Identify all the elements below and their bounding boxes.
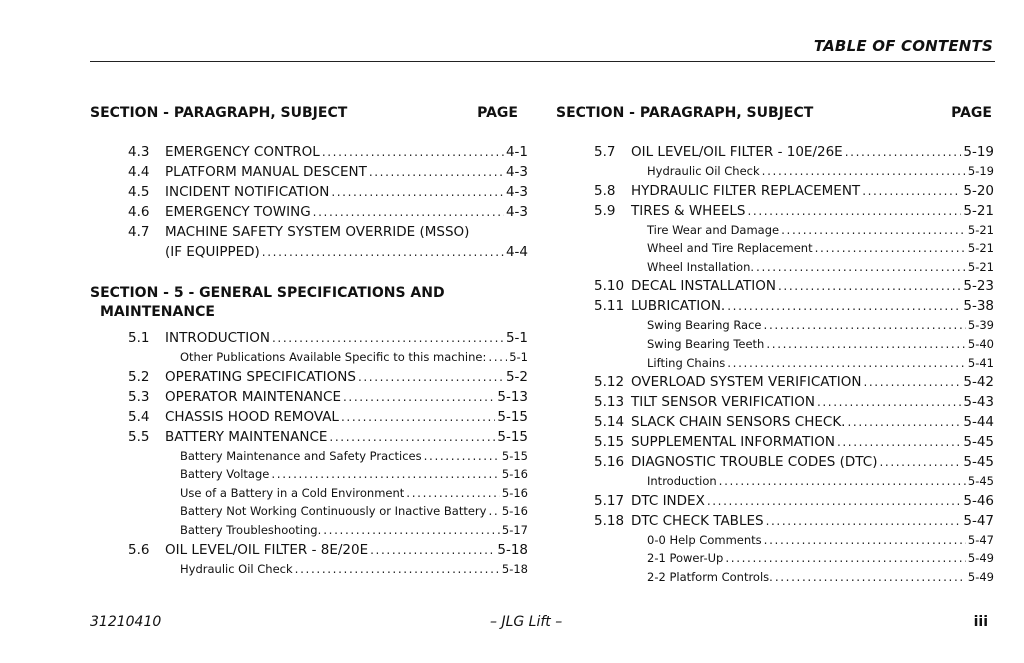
leader-dots	[262, 242, 504, 262]
toc-entry[interactable]	[556, 142, 994, 162]
entry-page: 5-21	[967, 222, 994, 237]
entry-title: Battery Not Working Continuously or Inactive Battery	[180, 504, 487, 519]
leader-dots	[879, 452, 961, 472]
toc-entry-4-7[interactable]	[90, 222, 528, 262]
toc-list	[556, 142, 994, 587]
toc-entry[interactable]	[556, 276, 994, 296]
entry-title: Swing Bearing Teeth	[647, 336, 765, 351]
leader-dots	[719, 472, 966, 491]
section-5-heading	[90, 284, 528, 322]
entry-number: 5.2	[128, 368, 150, 385]
toc-entry[interactable]	[556, 412, 994, 432]
entry-page: 5-21	[963, 202, 994, 219]
leader-dots	[341, 407, 495, 427]
entry-page: 5-16	[501, 485, 528, 500]
toc-entry[interactable]	[90, 202, 528, 222]
entry-number: 5.14	[594, 414, 625, 431]
toc-list	[90, 328, 528, 578]
leader-dots	[847, 412, 961, 432]
entry-title: OPERATOR MAINTENANCE	[165, 388, 341, 405]
entry-title: 2-1 Power-Up	[647, 551, 724, 566]
entry-title: DTC CHECK TABLES	[631, 512, 764, 529]
entry-page: 5-38	[963, 298, 994, 315]
entry-number: 5.7	[594, 144, 616, 160]
entry-title: MACHINE SAFETY SYSTEM OVERRIDE (MSSO)	[165, 224, 470, 240]
entry-page: 4-1	[505, 144, 528, 160]
entry-page: 5-15	[497, 408, 528, 425]
entry-title: 0-0 Help Comments	[647, 532, 762, 547]
entry-page: 5-1	[509, 350, 528, 364]
toc-list	[90, 142, 528, 222]
entry-number: 4.4	[128, 164, 150, 180]
entry-number: 5.1	[128, 330, 150, 346]
leader-dots	[343, 387, 495, 407]
leader-dots	[764, 531, 966, 550]
entry-page: 5-45	[963, 434, 994, 451]
leader-dots	[778, 276, 961, 296]
entry-page: 5-16	[501, 467, 528, 482]
entry-page: 5-20	[963, 182, 994, 199]
toc-entry[interactable]	[90, 182, 528, 202]
column-heading	[90, 105, 528, 121]
toc-subentry[interactable]	[90, 447, 528, 466]
section-5-heading-line2: MAINTENANCE	[100, 304, 215, 320]
entry-title: EMERGENCY TOWING	[165, 204, 311, 220]
toc-subentry[interactable]	[90, 560, 528, 579]
entry-title: OIL LEVEL/OIL FILTER - 10E/26E	[631, 144, 843, 160]
entry-page: 5-39	[967, 318, 994, 333]
entry-title: Hydraulic Oil Check	[180, 561, 293, 576]
toc-subentry[interactable]	[556, 239, 994, 258]
entry-number: 5.4	[128, 408, 150, 425]
entry-number: 4.3	[128, 144, 150, 160]
toc-entry[interactable]	[90, 407, 528, 427]
column-heading-subject: SECTION - PARAGRAPH, SUBJECT	[556, 105, 814, 121]
toc-entry[interactable]	[90, 367, 528, 387]
toc-entry[interactable]	[90, 540, 528, 560]
entry-title: DIAGNOSTIC TROUBLE CODES (DTC)	[631, 454, 878, 471]
entry-page: 5-44	[963, 414, 994, 431]
toc-subentry[interactable]	[90, 348, 528, 367]
entry-title: PLATFORM MANUAL DESCENT	[165, 164, 367, 180]
entry-title: Lifting Chains	[647, 355, 726, 370]
toc-subentry[interactable]	[556, 531, 994, 550]
toc-entry[interactable]	[90, 142, 528, 162]
leader-dots	[323, 521, 500, 540]
leader-dots	[406, 484, 500, 503]
entry-page: 5-15	[501, 448, 528, 463]
leader-dots	[370, 540, 495, 560]
entry-page: 5-43	[963, 394, 994, 411]
toc-subentry[interactable]	[556, 162, 994, 181]
entry-page: 5-18	[501, 561, 528, 576]
footer-brand: – JLG Lift –	[490, 614, 563, 630]
toc-subentry[interactable]	[556, 472, 994, 491]
entry-page: 5-2	[505, 368, 528, 385]
entry-title: DECAL INSTALLATION	[631, 278, 776, 295]
leader-dots	[295, 560, 500, 579]
toc-entry[interactable]	[556, 432, 994, 452]
entry-title: DTC INDEX	[631, 492, 705, 509]
entry-page: 5-1	[505, 330, 528, 346]
leader-dots	[727, 296, 961, 316]
entry-title-continued: (IF EQUIPPED)	[165, 244, 260, 260]
entry-title: OVERLOAD SYSTEM VERIFICATION	[631, 374, 862, 391]
entry-number: 5.11	[594, 298, 625, 315]
leader-dots	[781, 221, 966, 240]
leader-dots	[862, 181, 961, 201]
leader-dots	[863, 372, 961, 392]
header-rule	[90, 61, 995, 62]
leader-dots	[756, 258, 966, 277]
entry-page: 5-42	[963, 374, 994, 391]
entry-title: LUBRICATION.	[631, 298, 726, 315]
entry-title: Hydraulic Oil Check	[647, 164, 760, 178]
leader-dots	[837, 432, 961, 452]
leader-dots	[747, 201, 961, 221]
toc-entry[interactable]	[556, 511, 994, 531]
entry-page: 5-49	[967, 569, 994, 584]
entry-number: 5.6	[128, 541, 150, 558]
entry-title: SLACK CHAIN SENSORS CHECK.	[631, 414, 846, 431]
entry-title: Tire Wear and Damage	[647, 222, 780, 237]
leader-dots	[331, 182, 504, 202]
entry-number: 5.12	[594, 374, 625, 391]
entry-number: 5.10	[594, 278, 625, 295]
entry-title: EMERGENCY CONTROL	[165, 144, 320, 160]
toc-subentry[interactable]	[556, 258, 994, 277]
leader-dots	[358, 367, 504, 387]
toc-entry[interactable]	[556, 491, 994, 511]
toc-subentry[interactable]	[556, 335, 994, 354]
toc-entry[interactable]	[90, 387, 528, 407]
entry-number: 5.13	[594, 394, 625, 411]
toc-subentry[interactable]	[90, 521, 528, 540]
entry-page: 5-19	[963, 144, 994, 160]
entry-page: 4-3	[505, 184, 528, 200]
entry-title: OPERATING SPECIFICATIONS	[165, 368, 356, 385]
page-header-title: TABLE OF CONTENTS	[813, 37, 993, 55]
toc-entry[interactable]	[556, 296, 994, 316]
toc-entry[interactable]	[556, 181, 994, 201]
entry-page: 4-3	[505, 204, 528, 220]
entry-title: BATTERY MAINTENANCE	[165, 428, 328, 445]
entry-title: 2-2 Platform Controls.	[647, 569, 773, 584]
toc-entry[interactable]	[90, 162, 528, 182]
section-5-heading-line1: SECTION - 5 - GENERAL SPECIFICATIONS AND	[90, 285, 445, 301]
entry-page: 5-47	[963, 512, 994, 529]
toc-subentry[interactable]	[556, 354, 994, 373]
toc-entry[interactable]	[556, 392, 994, 412]
leader-dots	[488, 502, 499, 521]
entry-number: 5.17	[594, 492, 625, 509]
entry-page: 5-16	[501, 504, 528, 519]
entry-title: Other Publications Available Specific to this machine:	[180, 350, 487, 364]
entry-page: 5-15	[497, 428, 528, 445]
entry-page: 5-17	[501, 522, 528, 537]
leader-dots	[775, 568, 966, 587]
entry-number: 5.16	[594, 454, 625, 471]
leader-dots	[424, 447, 500, 466]
entry-page: 5-40	[967, 336, 994, 351]
entry-number: 5.3	[128, 388, 150, 405]
entry-page: 5-49	[967, 551, 994, 566]
entry-number: 5.15	[594, 434, 625, 451]
toc-subentry[interactable]	[90, 465, 528, 484]
column-heading	[556, 105, 994, 121]
entry-page: 5-21	[967, 259, 994, 274]
entry-page: 5-45	[967, 474, 994, 489]
leader-dots	[817, 392, 961, 412]
leader-dots	[815, 239, 966, 258]
toc-subentry[interactable]	[556, 549, 994, 568]
leader-dots	[766, 511, 962, 531]
entry-number: 5.5	[128, 428, 150, 445]
leader-dots	[766, 335, 966, 354]
leader-dots	[488, 348, 507, 367]
leader-dots	[727, 354, 966, 373]
entry-title: Battery Maintenance and Safety Practices	[180, 448, 422, 463]
toc-entry[interactable]	[90, 427, 528, 447]
entry-number: 4.7	[128, 224, 150, 240]
entry-title: TILT SENSOR VERIFICATION	[631, 394, 815, 411]
entry-title: SUPPLEMENTAL INFORMATION	[631, 434, 835, 451]
entry-page: 5-47	[967, 532, 994, 547]
entry-title: Introduction	[647, 474, 717, 489]
entry-title: Swing Bearing Race	[647, 318, 762, 333]
column-heading-page: PAGE	[951, 105, 992, 121]
column-heading-page: PAGE	[477, 105, 518, 121]
leader-dots	[725, 549, 966, 568]
entry-page: 5-18	[497, 541, 528, 558]
entry-title: TIRES & WHEELS	[631, 202, 746, 219]
entry-page: 5-19	[967, 164, 994, 178]
leader-dots	[707, 491, 962, 511]
entry-number: 5.18	[594, 512, 625, 529]
column-heading-subject: SECTION - PARAGRAPH, SUBJECT	[90, 105, 348, 121]
toc-subentry[interactable]	[556, 221, 994, 240]
entry-title: HYDRAULIC FILTER REPLACEMENT	[631, 182, 861, 199]
leader-dots	[271, 465, 500, 484]
leader-dots	[329, 427, 495, 447]
entry-title: Wheel and Tire Replacement	[647, 241, 813, 256]
entry-page: 5-21	[967, 241, 994, 256]
toc-subentry[interactable]	[90, 502, 528, 521]
entry-page: 5-46	[963, 492, 994, 509]
entry-number: 4.5	[128, 184, 150, 200]
entry-page: 5-45	[963, 454, 994, 471]
entry-title: Battery Troubleshooting.	[180, 522, 322, 537]
entry-title: CHASSIS HOOD REMOVAL	[165, 408, 339, 425]
toc-entry[interactable]	[556, 372, 994, 392]
entry-number: 5.8	[594, 182, 616, 199]
entry-title: Battery Voltage	[180, 467, 270, 482]
entry-title: Use of a Battery in a Cold Environment	[180, 485, 405, 500]
leader-dots	[369, 162, 504, 182]
entry-page: 5-13	[497, 388, 528, 405]
entry-page: 5-23	[963, 278, 994, 295]
entry-page: 4-3	[505, 164, 528, 180]
toc-subentry[interactable]	[90, 484, 528, 503]
entry-title: Wheel Installation.	[647, 259, 755, 274]
document-number: 31210410	[90, 614, 162, 630]
toc-entry[interactable]	[556, 452, 994, 472]
toc-entry[interactable]	[556, 201, 994, 221]
entry-number: 4.6	[128, 204, 150, 220]
leader-dots	[322, 142, 504, 162]
leader-dots	[764, 316, 966, 335]
toc-entry[interactable]	[90, 328, 528, 348]
entry-title: INTRODUCTION	[165, 330, 270, 346]
leader-dots	[845, 142, 962, 162]
leader-dots	[313, 202, 504, 222]
leader-dots	[272, 328, 504, 348]
page-number: iii	[973, 614, 988, 630]
toc-subentry[interactable]	[556, 568, 994, 587]
toc-subentry[interactable]	[556, 316, 994, 335]
entry-number: 5.9	[594, 202, 616, 219]
entry-page: 5-41	[967, 355, 994, 370]
entry-title: OIL LEVEL/OIL FILTER - 8E/20E	[165, 541, 369, 558]
entry-page: 4-4	[505, 244, 528, 260]
entry-title: INCIDENT NOTIFICATION	[165, 184, 330, 200]
leader-dots	[762, 162, 966, 181]
